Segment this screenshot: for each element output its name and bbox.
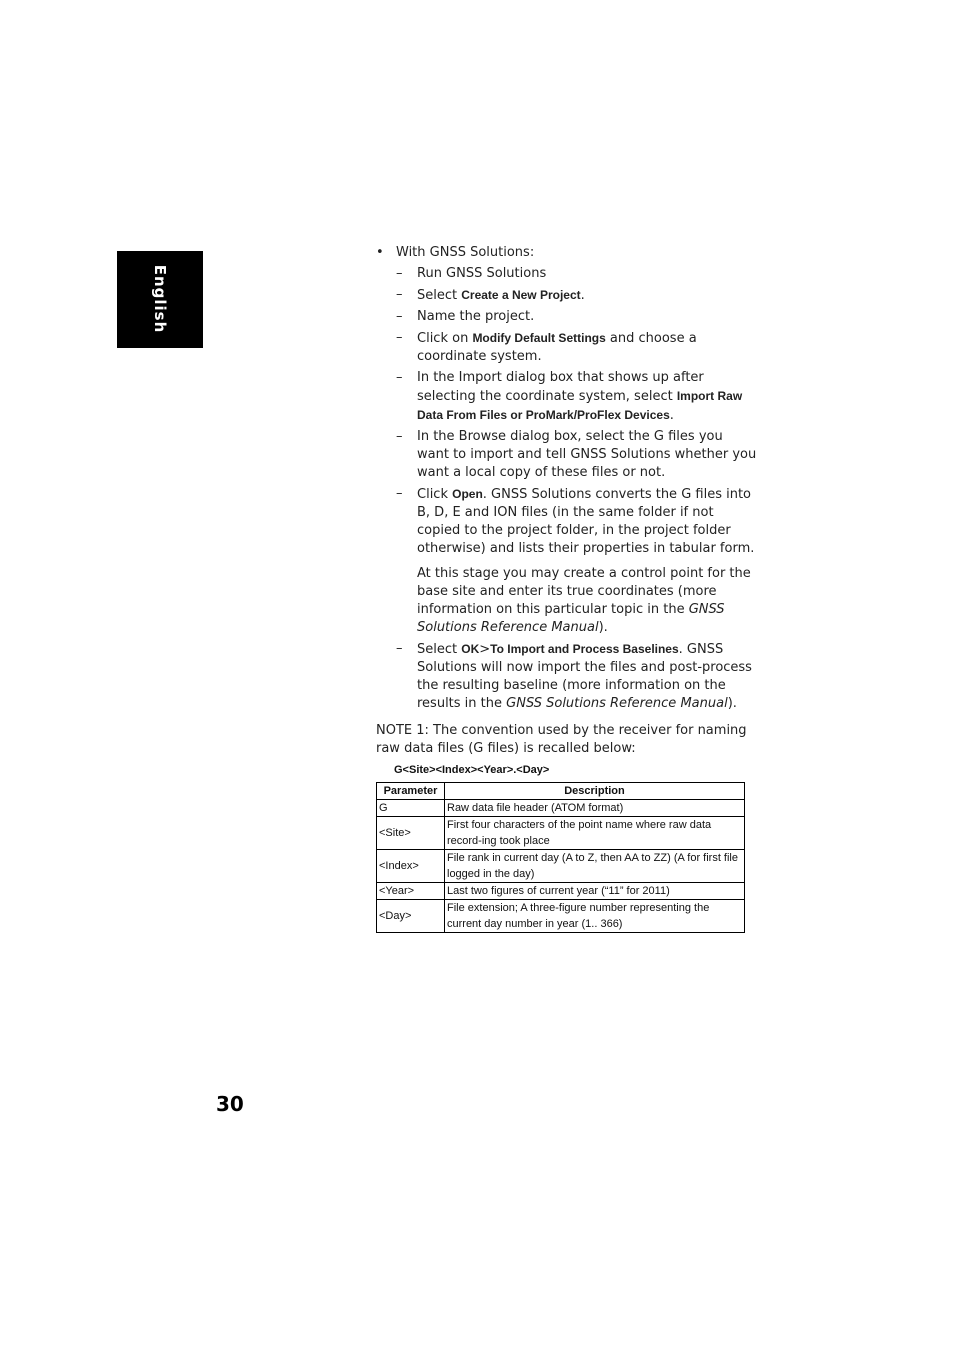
- ui-label: Open: [452, 487, 483, 501]
- step-text: Select: [417, 642, 462, 657]
- step-text: Click: [417, 487, 453, 502]
- step-text: . GNSS Solutions will now import the files and post-process the resulting baseline (more information on the results in the: [417, 642, 752, 711]
- step-text: ).: [727, 696, 737, 711]
- step-item: [376, 265, 758, 283]
- naming-note: NOTE 1: The convention used by the receiver for naming raw data files (G files) is recalled below:: [376, 723, 747, 756]
- ui-label: Modify Default Settings: [472, 331, 606, 345]
- table-row: [377, 800, 745, 817]
- table-row: [377, 883, 745, 900]
- param-cell: <Site>: [377, 817, 445, 850]
- step-item: [376, 308, 758, 326]
- dash-marker: –: [396, 330, 403, 345]
- step-text: . GNSS Solutions converts the G files into B, D, E and ION files (in the same folder if not copied to the project folder, in the project folder otherwise) and lists their properties in tabular form.: [417, 487, 755, 556]
- language-tab: [117, 251, 203, 348]
- step-continuation: [376, 565, 758, 637]
- step-item: [376, 369, 758, 425]
- param-cell: G: [377, 800, 445, 817]
- description-cell: First four characters of the point name where raw data record-ing took place: [445, 817, 745, 850]
- step-text: Name the project.: [417, 309, 535, 324]
- step-item: [376, 485, 758, 558]
- ui-label: Create a New Project: [461, 288, 581, 302]
- main-content: [376, 244, 758, 777]
- step-item: [376, 428, 758, 482]
- step-text: and choose a coordinate system.: [417, 331, 697, 364]
- step-text: At this stage you may create a control point for the base site and enter its true coordinates (more information on this particular topic in the: [417, 566, 751, 617]
- language-tab-label: English: [151, 264, 169, 334]
- header-parameter: Parameter: [377, 783, 445, 800]
- manual-title: GNSS Solutions Reference Manual: [417, 602, 725, 635]
- step-item: [376, 329, 758, 366]
- ui-label: Import Raw Data From Files or ProMark/ProFlex Devices: [417, 389, 743, 422]
- intro-bullet: • With GNSS Solutions:: [376, 244, 758, 262]
- dash-marker: –: [396, 309, 403, 324]
- step-text: Select: [417, 288, 462, 303]
- parameter-table: [376, 782, 745, 933]
- step-list: [376, 265, 758, 713]
- step-item: [376, 640, 758, 713]
- step-text: .: [580, 288, 585, 303]
- param-cell: <Year>: [377, 883, 445, 900]
- table-row: [377, 850, 745, 883]
- page-number: 30: [216, 1092, 244, 1116]
- dash-marker: –: [396, 370, 403, 385]
- description-cell: Raw data file header (ATOM format): [445, 800, 745, 817]
- dash-marker: –: [396, 266, 403, 281]
- dash-marker: –: [396, 641, 403, 656]
- step-text: In the Browse dialog box, select the G files you want to import and tell GNSS Solutions whether you want a local copy of these files or not.: [417, 429, 757, 480]
- table-row: [377, 900, 745, 933]
- ui-label: To Import and Process Baselines: [490, 642, 679, 656]
- description-cell: File extension; A three-figure number representing the current day number in year (1.. 366): [445, 900, 745, 933]
- step-item: [376, 286, 758, 305]
- param-cell: <Index>: [377, 850, 445, 883]
- description-cell: File rank in current day (A to Z, then AA to ZZ) (A for first file logged in the day): [445, 850, 745, 883]
- step-text: Run GNSS Solutions: [417, 266, 547, 281]
- description-cell: Last two figures of current year (“11” for 2011): [445, 883, 745, 900]
- table-header-row: [377, 783, 745, 800]
- step-text: Click on: [417, 331, 473, 346]
- param-cell: <Day>: [377, 900, 445, 933]
- header-description: Description: [445, 783, 745, 800]
- table-row: [377, 817, 745, 850]
- filename-syntax: G<Site><Index><Year>.<Day>: [394, 764, 550, 776]
- dash-marker: –: [396, 429, 403, 444]
- dash-marker: –: [396, 287, 403, 302]
- manual-title: GNSS Solutions Reference Manual: [506, 696, 728, 711]
- ui-label: OK: [461, 642, 480, 656]
- step-text: .: [669, 408, 674, 423]
- dash-marker: –: [396, 486, 403, 501]
- step-text: ).: [598, 620, 608, 635]
- step-text: In the Import dialog box that shows up after selecting the coordinate system, select: [417, 370, 704, 404]
- step-text: >: [479, 642, 491, 657]
